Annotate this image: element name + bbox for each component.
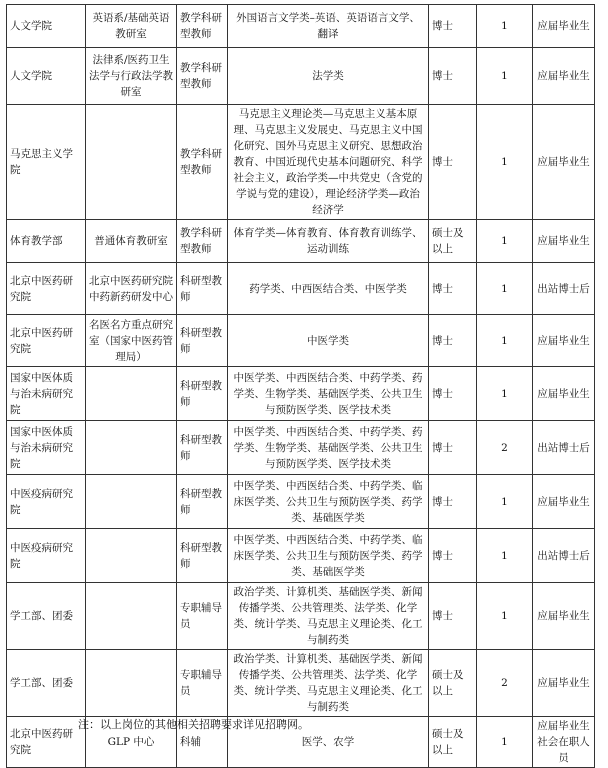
headcount-cell: 2 [477,421,533,475]
position-type-cell: 教学科研型教师 [177,5,228,48]
department-cell: 北京中医药研究院 [7,717,86,768]
education-cell: 博士 [429,48,477,105]
major-cell: 政治学类、计算机类、基础医学类、新闻传播学类、公共管理类、法学类、化学类、统计学类、马克思主义理论类、化工与制药类 [228,583,429,650]
major-cell: 体育学类—体育教育、体育教育训练学、运动训练 [228,220,429,263]
source-cell: 应届毕业生 [533,5,595,48]
department-cell: 学工部、团委 [7,650,86,717]
source-cell: 应届毕业生 [533,105,595,220]
source-cell: 应届毕业生 [533,475,595,529]
major-cell: 法学类 [228,48,429,105]
table-row [7,650,595,717]
table-row [7,367,595,421]
source-cell: 出站博士后 [533,529,595,583]
education-cell: 博士 [429,583,477,650]
major-cell: 马克思主义理论类—马克思主义基本原理、马克思主义发展史、马克思主义中国化研究、国外马克思主义研究、思想政治教育、中国近现代史基本问题研究、科学社会主义，政治学类—中共党史（含党的学说与党的建设），理论经济学类—政治经济学 [228,105,429,220]
table-row [7,529,595,583]
section-cell [86,529,177,583]
section-cell [86,475,177,529]
major-cell: 中医学类、中西医结合类、中药学类、药学类、生物学类、基础医学类、公共卫生与预防医学类、医学技术类 [228,367,429,421]
headcount-cell: 1 [477,717,533,768]
source-cell: 应届毕业生 [533,48,595,105]
education-cell: 博士 [429,5,477,48]
headcount-cell: 1 [477,315,533,367]
headcount-cell: 1 [477,105,533,220]
education-cell: 博士 [429,475,477,529]
job-table [6,4,595,768]
education-cell: 硕士及以上 [429,717,477,768]
headcount-cell: 1 [477,529,533,583]
table-row [7,315,595,367]
education-cell: 博士 [429,367,477,421]
table-row [7,220,595,263]
department-cell: 北京中医药研究院 [7,263,86,315]
section-cell: 法律系/医药卫生法学与行政法学教研室 [86,48,177,105]
section-cell: 英语系/基础英语教研室 [86,5,177,48]
headcount-cell: 1 [477,263,533,315]
department-cell: 学工部、团委 [7,583,86,650]
department-cell: 国家中医体质与治未病研究院 [7,367,86,421]
section-cell [86,583,177,650]
position-type-cell: 科辅 [177,717,228,768]
headcount-cell: 1 [477,48,533,105]
major-cell: 中医学类、中西医结合类、中药学类、药学类、生物学类、基础医学类、公共卫生与预防医学类、医学技术类 [228,421,429,475]
section-cell: 名医名方重点研究室（国家中医药管理局） [86,315,177,367]
source-cell: 应届毕业生 社会在职人员 [533,717,595,768]
footnote: 注：以上岗位的其他相关招聘要求详见招聘网。 [78,718,309,731]
education-cell: 博士 [429,315,477,367]
department-cell: 人文学院 [7,5,86,48]
headcount-cell: 1 [477,367,533,421]
education-cell: 博士 [429,529,477,583]
source-cell: 出站博士后 [533,263,595,315]
position-type-cell: 教学科研型教师 [177,105,228,220]
section-cell [86,650,177,717]
position-type-cell: 科研型教师 [177,475,228,529]
major-cell: 药学类、中西医结合类、中医学类 [228,263,429,315]
department-cell: 马克思主义学院 [7,105,86,220]
table-row [7,583,595,650]
section-cell [86,105,177,220]
table-row [7,5,595,48]
department-cell: 人文学院 [7,48,86,105]
major-cell: 中医学类、中西医结合类、中药学类、临床医学类、公共卫生与预防医学类、药学类、基础医学类 [228,475,429,529]
major-cell: 政治学类、计算机类、基础医学类、新闻传播学类、公共管理类、法学类、化学类、统计学类、马克思主义理论类、化工与制药类 [228,650,429,717]
headcount-cell: 2 [477,650,533,717]
position-type-cell: 专职辅导员 [177,650,228,717]
source-cell: 出站博士后 [533,421,595,475]
source-cell: 应届毕业生 [533,220,595,263]
department-cell: 体育教学部 [7,220,86,263]
position-type-cell: 教学科研型教师 [177,48,228,105]
table-row [7,105,595,220]
position-type-cell: 教学科研型教师 [177,220,228,263]
position-type-cell: 科研型教师 [177,367,228,421]
position-type-cell: 专职辅导员 [177,583,228,650]
department-cell: 北京中医药研究院 [7,315,86,367]
section-cell [86,367,177,421]
education-cell: 硕士及以上 [429,220,477,263]
major-cell: 中医学类 [228,315,429,367]
table-row [7,263,595,315]
job-table-body [7,5,595,768]
position-type-cell: 科研型教师 [177,315,228,367]
source-cell: 应届毕业生 [533,583,595,650]
position-type-cell: 科研型教师 [177,263,228,315]
section-cell: GLP 中心 [86,717,177,768]
headcount-cell: 1 [477,583,533,650]
education-cell: 硕士及以上 [429,650,477,717]
source-cell: 应届毕业生 [533,367,595,421]
headcount-cell: 1 [477,220,533,263]
section-cell: 普通体育教研室 [86,220,177,263]
headcount-cell: 1 [477,5,533,48]
education-cell: 博士 [429,263,477,315]
section-cell: 北京中医药研究院中药新药研发中心 [86,263,177,315]
department-cell: 国家中医体质与治未病研究院 [7,421,86,475]
major-cell: 医学、农学 [228,717,429,768]
source-cell: 应届毕业生 [533,315,595,367]
major-cell: 中医学类、中西医结合类、中药学类、临床医学类、公共卫生与预防医学类、药学类、基础医学类 [228,529,429,583]
table-row [7,48,595,105]
education-cell: 博士 [429,421,477,475]
department-cell: 中医疫病研究院 [7,529,86,583]
section-cell [86,421,177,475]
position-type-cell: 科研型教师 [177,421,228,475]
major-cell: 外国语言文学类–英语、英语语言文学、翻译 [228,5,429,48]
source-cell: 应届毕业生 [533,650,595,717]
department-cell: 中医疫病研究院 [7,475,86,529]
headcount-cell: 1 [477,475,533,529]
table-row [7,475,595,529]
position-type-cell: 科研型教师 [177,529,228,583]
education-cell: 博士 [429,105,477,220]
table-row [7,421,595,475]
